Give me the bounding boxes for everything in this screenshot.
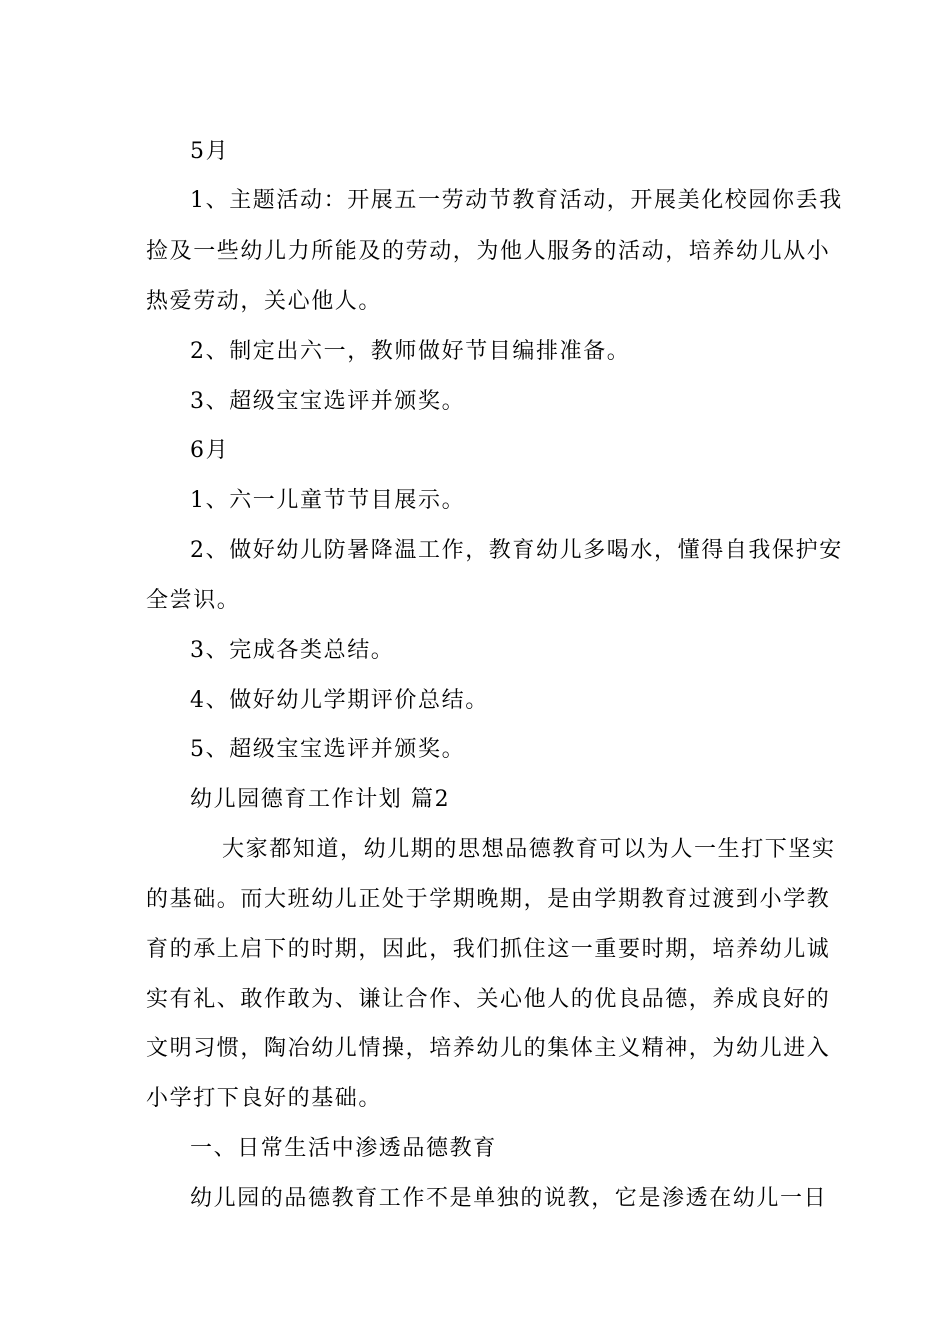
paragraph-line: 2、做好幼儿防暑降温工作，教育幼儿多喝水，懂得自我保护安 (190, 538, 843, 563)
paragraph-line: 文明习惯，陶冶幼儿情操，培养幼儿的集体主义精神，为幼儿进入 (146, 1036, 831, 1061)
paragraph-line: 3、超级宝宝选评并颁奖。 (190, 389, 466, 414)
paragraph-line: 全尝识。 (146, 588, 241, 613)
subsection-heading: 一、日常生活中渗透品德教育 (190, 1136, 497, 1161)
paragraph-line: 3、完成各类总结。 (190, 638, 395, 663)
month-heading-may: 5月 (190, 139, 230, 164)
month-heading-june: 6月 (190, 438, 230, 463)
paragraph-line: 的基础。而大班幼儿正处于学期晚期，是由学期教育过渡到小学教 (146, 887, 831, 912)
paragraph-line: 实有礼、敢作敢为、谦让合作、关心他人的优良品德，养成良好的 (146, 987, 831, 1012)
paragraph-line: 育的承上启下的时期，因此，我们抓住这一重要时期，培养幼儿诚 (146, 937, 831, 962)
paragraph-line: 小学打下良好的基础。 (146, 1086, 383, 1111)
paragraph-line: 大家都知道，幼儿期的思想品德教育可以为人一生打下坚实 (222, 837, 836, 862)
section-title: 幼儿园德育工作计划 篇2 (190, 787, 451, 812)
paragraph-line: 1、六一儿童节节目展示。 (190, 488, 466, 513)
paragraph-line: 1、主题活动：开展五一劳动节教育活动，开展美化校园你丢我 (190, 188, 843, 213)
paragraph-line: 4、做好幼儿学期评价总结。 (190, 688, 489, 713)
paragraph-line: 5、超级宝宝选评并颁奖。 (190, 737, 466, 762)
paragraph-line: 捡及一些幼儿力所能及的劳动，为他人服务的活动，培养幼儿从小 (146, 239, 831, 264)
paragraph-line: 2、制定出六一，教师做好节目编排准备。 (190, 339, 631, 364)
paragraph-line: 幼儿园的品德教育工作不是单独的说教，它是渗透在幼儿一日 (190, 1186, 828, 1211)
paragraph-line: 热爱劳动，关心他人。 (146, 289, 383, 314)
